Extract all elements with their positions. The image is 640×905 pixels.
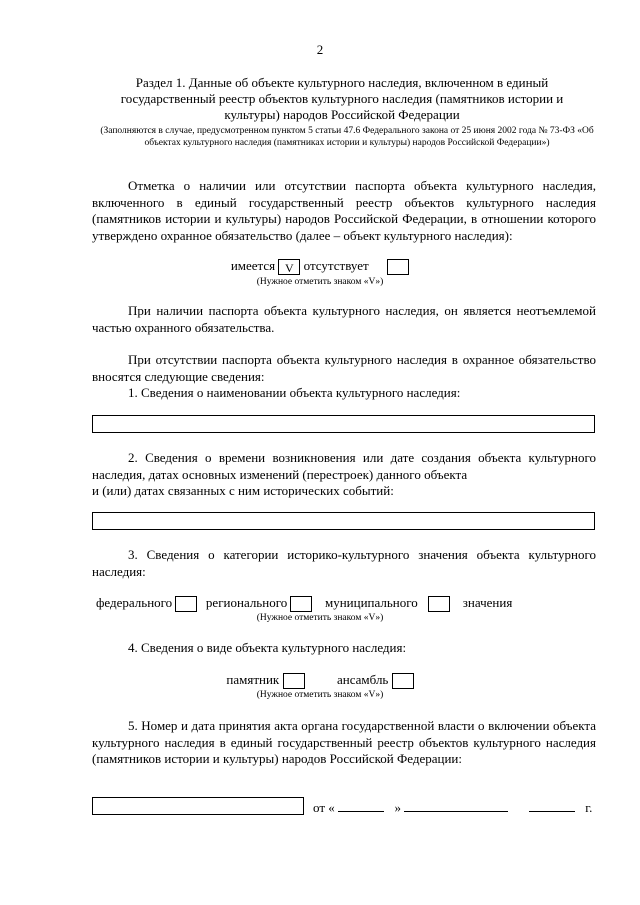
absence-intro: При отсутствии паспорта объекта культурного наследия в охранное обязательство вносятся следующие сведения: bbox=[92, 352, 596, 384]
item4-label: 4. Сведения о виде объекта культурного наследия: bbox=[128, 640, 407, 655]
section-title: Раздел 1. Данные об объекте культурного наследия, включенном в единый государственный реестр объектов культурного наследия (памятников истории и культуры) народов Российской Федерации bbox=[120, 75, 564, 122]
item3-label: 3. Сведения о категории историко-культурного значения объекта культурного наследия: bbox=[92, 547, 596, 579]
opt-monument-checkbox[interactable] bbox=[283, 673, 305, 689]
item4-options bbox=[0, 672, 640, 689]
item1-field[interactable] bbox=[92, 415, 595, 433]
passport-text: Отметка о наличии или отсутствии паспорта объекта культурного наследия, включенного в единый государственный реестр объектов культурного наследия (памятников истории и культуры) народов Российской Федерации, в отношении которого утверждено охранное обязательство (далее – объект культурного наследия): bbox=[92, 178, 596, 243]
opt-ensemble-label: ансамбль bbox=[337, 672, 389, 687]
from-label: от « bbox=[313, 800, 335, 815]
opt-municipal-label: муниципального bbox=[324, 595, 418, 610]
year-suffix: г. bbox=[585, 800, 593, 815]
page-number: 2 bbox=[316, 42, 324, 57]
passport-options bbox=[0, 258, 640, 275]
opt-regional-checkbox[interactable] bbox=[290, 596, 312, 612]
quote-close: » bbox=[394, 800, 402, 815]
act-date-row bbox=[313, 799, 592, 816]
option-present-label: имеется bbox=[230, 258, 276, 273]
item3-options bbox=[96, 595, 512, 612]
passport-part-text: При наличии паспорта объекта культурного наследия, он является неотъемлемой частью охранного обязательства. bbox=[92, 303, 596, 335]
item3-hint: (Нужное отметить знаком «V») bbox=[256, 613, 384, 623]
item2-field[interactable] bbox=[92, 512, 595, 530]
year-field[interactable] bbox=[529, 799, 575, 812]
opt-monument-label: памятник bbox=[226, 672, 280, 687]
opt-federal-checkbox[interactable] bbox=[175, 596, 197, 612]
act-number-field[interactable] bbox=[92, 797, 304, 815]
day-field[interactable] bbox=[338, 799, 384, 812]
opt-ensemble-checkbox[interactable] bbox=[392, 673, 414, 689]
month-field[interactable] bbox=[404, 799, 508, 812]
item2-label: 2. Сведения о времени возникновения или дате создания объекта культурного наследия, датах основных изменений (перестроек) данного объекта bbox=[92, 450, 596, 482]
item5-label: 5. Номер и дата принятия акта органа государственной власти о включении объекта культурного наследия в единый государственный реестр объектов культурного наследия (памятников истории и культуры) народов Российской Федерации: bbox=[92, 718, 596, 766]
opt-municipal-checkbox[interactable] bbox=[428, 596, 450, 612]
option-present-checkbox[interactable]: V bbox=[278, 259, 300, 275]
section-note: (Заполняются в случае, предусмотренном пунктом 5 статьи 47.6 Федерального закона от 25 июня 2002 года № 73-ФЗ «Об объектах культурного наследия (памятниках истории и культуры) народов Российской Федерации») bbox=[100, 126, 594, 148]
opt-federal-label: федерального bbox=[96, 595, 173, 610]
item1-label: 1. Сведения о наименовании объекта культурного наследия: bbox=[128, 385, 461, 400]
opt-suffix-label: значения bbox=[462, 595, 513, 610]
item4-hint: (Нужное отметить знаком «V») bbox=[256, 690, 384, 700]
item2-label-line2: и (или) датах связанных с ним исторических событий: bbox=[92, 483, 394, 498]
opt-regional-label: регионального bbox=[205, 595, 288, 610]
option-absent-label: отсутствует bbox=[303, 258, 369, 273]
option-absent-checkbox[interactable] bbox=[387, 259, 409, 275]
passport-hint: (Нужное отметить знаком «V») bbox=[256, 277, 384, 287]
